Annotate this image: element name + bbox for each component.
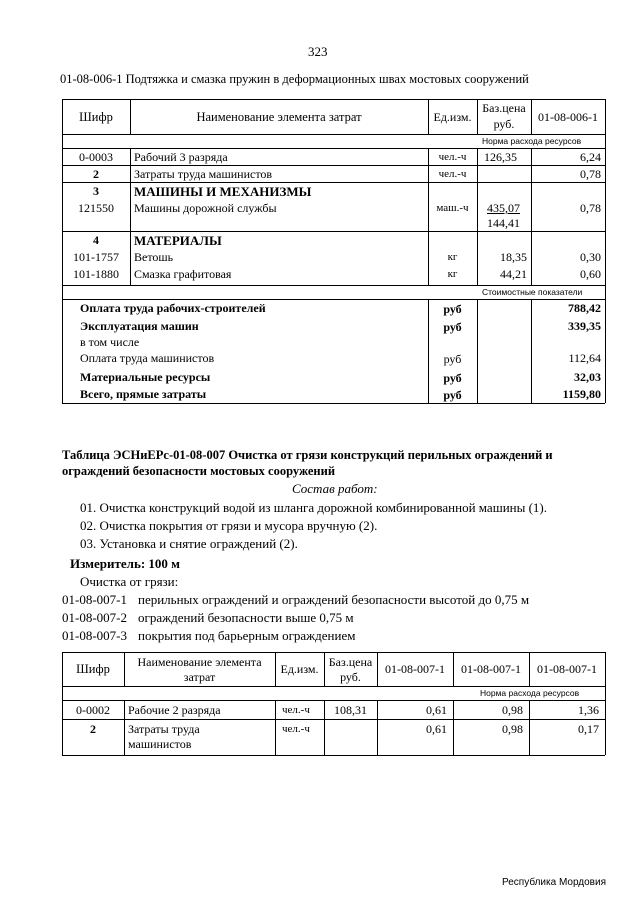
work-item: 03. Установка и снятие ограждений (2). [80,536,298,551]
col-norm3-header: 01-08-007-1 [537,662,597,676]
cleaning-label: Очистка от грязи: [80,574,179,589]
col-price-unit-header: руб. [340,670,361,684]
col-name-header: Наименование элемента [137,655,262,669]
norm-label: Норма расхода ресурсов [480,688,580,698]
page-number: 323 [308,44,328,59]
meter: Измеритель: 100 м [70,556,181,571]
norm-label: Норма расхода ресурсов [482,136,582,146]
col-price-header: Баз.цена [328,655,373,669]
work-item: 01. Очистка конструкций водой из шланга дорожной комбинированной машины (1). [80,500,548,515]
col-unit-header: Ед.изм. [280,662,319,676]
col-unit-header: Ед.изм. [433,110,472,124]
col-code-header: Шифр [76,662,110,676]
composition-title: Состав работ: [292,481,378,496]
section-heading: 01-08-006-1 Подтяжка и смазка пружин в деформационных швах мостовых сооружений [60,72,529,86]
cost-label: Стоимостные показатели [482,287,583,297]
col-name-header: Наименование элемента затрат [196,110,362,124]
table-title-line2: ограждений безопасности мостовых сооружений [62,464,336,478]
work-item: 02. Очистка покрытия от грязи и мусора вручную (2). [80,518,378,533]
table-title-line1: Таблица ЭСНиЕРс-01-08-007 Очистка от грязи конструкций перильных ограждений и [62,448,553,462]
col-price-unit-header: руб. [493,117,515,131]
col-norm1-header: 01-08-007-1 [385,662,445,676]
col-price-header: Баз.цена [482,101,526,115]
col-code-header: Шифр [79,110,113,124]
col-norm-header: 01-08-006-1 [538,110,598,124]
footer-region: Республика Мордовия [502,877,606,888]
col-norm2-header: 01-08-007-1 [461,662,521,676]
col-name-header-2: затрат [183,670,216,684]
